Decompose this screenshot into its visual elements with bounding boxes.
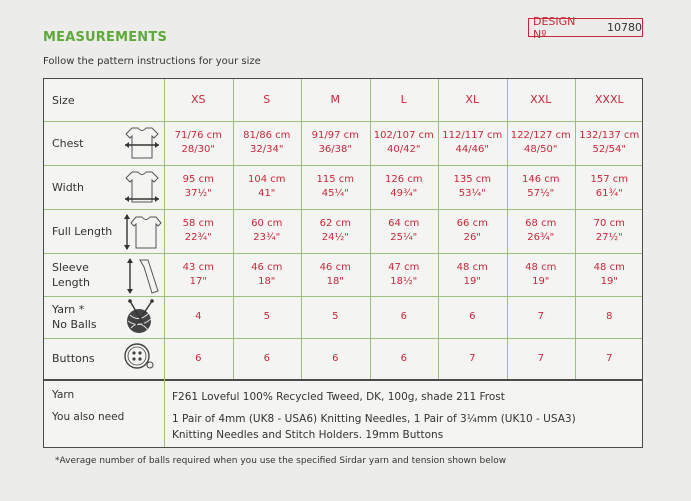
value-text: 46 cm [319,261,351,273]
value-text: 81/86 cm [243,130,291,141]
size-header-xl: XL [465,93,480,106]
value-text: 58 cm [182,218,214,229]
value-text: 48/50" [524,144,558,155]
value-text: 112/117 cm [442,130,503,141]
value-cell [301,338,370,379]
value-text: 66 cm [456,218,488,229]
value-text: 70 cm [593,218,625,229]
value-text: 115 cm [316,174,354,185]
value-cell [164,338,233,379]
value-cell [164,209,233,253]
row-label-width: Width [52,180,84,194]
value-cell [164,165,233,209]
value-text: 32/34" [250,144,284,155]
row-label-line: No Balls [52,318,97,331]
value-text: 44/46" [455,144,489,155]
value-cell [438,253,507,296]
value-text: 22¾" [184,232,212,243]
value-text: 49¾" [390,188,418,199]
value-text: 91/97 cm [311,130,359,141]
value-text: 122/127 cm [510,130,571,141]
value-cell [233,253,302,296]
design-label: DESIGN Nº [533,14,576,41]
value-text: 23¾" [253,232,281,243]
value-cell [301,165,370,209]
size-header-l: L [400,93,407,106]
value-text: 7 [537,352,544,364]
value-text: 48 cm [525,261,557,273]
value-cell [575,209,644,253]
yarn-label: Yarn [52,389,75,401]
value-text: 19" [600,275,618,287]
value-text: 57½" [527,188,555,199]
value-cell [233,296,302,338]
value-text: 28/30" [181,144,215,155]
full-length-icon [122,213,162,255]
value-cell [164,121,233,165]
value-text: 53¼" [458,188,486,199]
value-text: 6 [332,352,339,364]
value-text: 19" [532,275,550,287]
row-label-full-length: Full Length [52,224,113,238]
measurements-table [43,78,643,448]
value-cell [233,209,302,253]
page-title: MEASUREMENTS [43,30,168,45]
value-text: 27½" [595,232,623,243]
subtitle: Follow the pattern instructions for your size [43,56,261,67]
size-header-m: M [330,93,340,106]
value-cell [233,338,302,379]
value-cell [438,296,507,338]
value-cell [438,338,507,379]
value-text: 48 cm [593,261,625,273]
value-text: 135 cm [453,174,491,185]
value-cell [370,338,439,379]
value-text: 64 cm [388,218,420,229]
value-cell [575,165,644,209]
value-text: 26¾" [527,232,555,243]
size-header-s: S [263,93,271,106]
value-text: 104 cm [247,174,286,185]
design-number-box [528,14,643,41]
value-text: 47 cm [388,261,420,273]
value-text: 45¼" [321,188,349,199]
value-cell [301,209,370,253]
footer-column-divider [164,379,165,447]
value-cell [438,165,507,209]
value-text: 41" [258,188,276,199]
size-header-xxxl: XXXL [594,93,624,106]
value-text: 71/76 cm [174,130,222,141]
value-cell [301,296,370,338]
value-cell [370,121,439,165]
value-cell [507,209,576,253]
section-divider [44,379,642,381]
size-header-xs: XS [190,93,206,106]
value-text: 6 [195,352,202,364]
value-text: 48 cm [456,261,488,273]
value-cell [438,121,507,165]
value-cell [164,296,233,338]
value-text: 5 [263,311,270,322]
value-text: 17" [189,275,207,287]
value-text: 52/54" [592,144,626,155]
footnote: *Average number of balls required when you use the specified Sirdar yarn and tension shown below [55,456,507,466]
value-cell [233,165,302,209]
value-text: 36/38" [318,144,352,155]
sleeve-length-icon [122,257,162,299]
value-cell [507,165,576,209]
value-cell [507,121,576,165]
value-cell [370,209,439,253]
row-label-chest: Chest [52,136,84,150]
row-label-4 [52,296,97,338]
row-label-buttons: Buttons [52,352,95,365]
value-text: 18½" [390,275,418,287]
yarn-text: F261 Loveful 100% Recycled Tweed, DK, 100g, shade 211 Frost [172,391,505,403]
garment-width-icon [122,169,162,209]
value-text: 6 [263,352,270,364]
value-cell [575,338,644,379]
value-text: 95 cm [182,174,214,185]
value-text: 26" [463,232,481,243]
value-text: 6 [469,311,476,322]
need-line-1: 1 Pair of 4mm (UK8 - USA6) Knitting Needles, 1 Pair of 3¼mm (UK10 - USA3) [172,413,576,425]
value-cell [370,296,439,338]
value-text: 40/42" [387,144,421,155]
row-label-3 [52,253,90,296]
value-text: 6 [400,352,407,364]
size-header-label: Size [52,93,75,107]
value-text: 5 [332,311,339,322]
value-cell [164,253,233,296]
value-text: 46 cm [251,261,283,273]
need-line-2: Knitting Needles and Stitch Holders. 19mm Buttons [172,429,444,441]
value-text: 146 cm [521,174,560,185]
value-text: 8 [606,311,613,322]
value-text: 24½" [321,232,349,243]
size-header-xxl: XXL [530,93,552,106]
value-cell [507,338,576,379]
value-text: 25¼" [390,232,418,243]
need-label: You also need [52,411,125,423]
row-label-line: Length [52,275,90,289]
value-text: 68 cm [525,218,557,229]
value-text: 61¾" [595,188,623,199]
value-cell [233,121,302,165]
value-text: 7 [537,311,544,322]
value-text: 4 [195,311,202,322]
value-cell [575,296,644,338]
value-cell [301,121,370,165]
value-text: 18" [258,275,276,287]
value-text: 37½" [184,188,212,199]
value-cell [301,253,370,296]
value-text: 132/137 cm [579,130,640,141]
value-cell [507,296,576,338]
value-text: 60 cm [251,218,283,229]
value-cell [575,253,644,296]
value-text: 157 cm [590,174,628,185]
value-cell [438,209,507,253]
row-label-line: Sleeve [52,260,89,274]
value-cell [507,253,576,296]
value-text: 18" [326,275,344,287]
design-number: 10780 [607,21,642,34]
value-cell [370,253,439,296]
row-label-line: Yarn * [52,303,85,316]
value-text: 43 cm [182,261,214,273]
value-text: 19" [463,275,481,287]
value-text: 62 cm [319,218,351,229]
chest-width-icon [122,125,162,165]
value-text: 102/107 cm [373,130,434,141]
value-cell [370,165,439,209]
yarn-ball-icon [122,299,158,339]
value-text: 126 cm [384,174,423,185]
button-icon [122,341,156,375]
value-text: 7 [469,352,476,364]
value-text: 6 [400,311,407,322]
value-cell [575,121,644,165]
value-text: 7 [606,352,613,364]
